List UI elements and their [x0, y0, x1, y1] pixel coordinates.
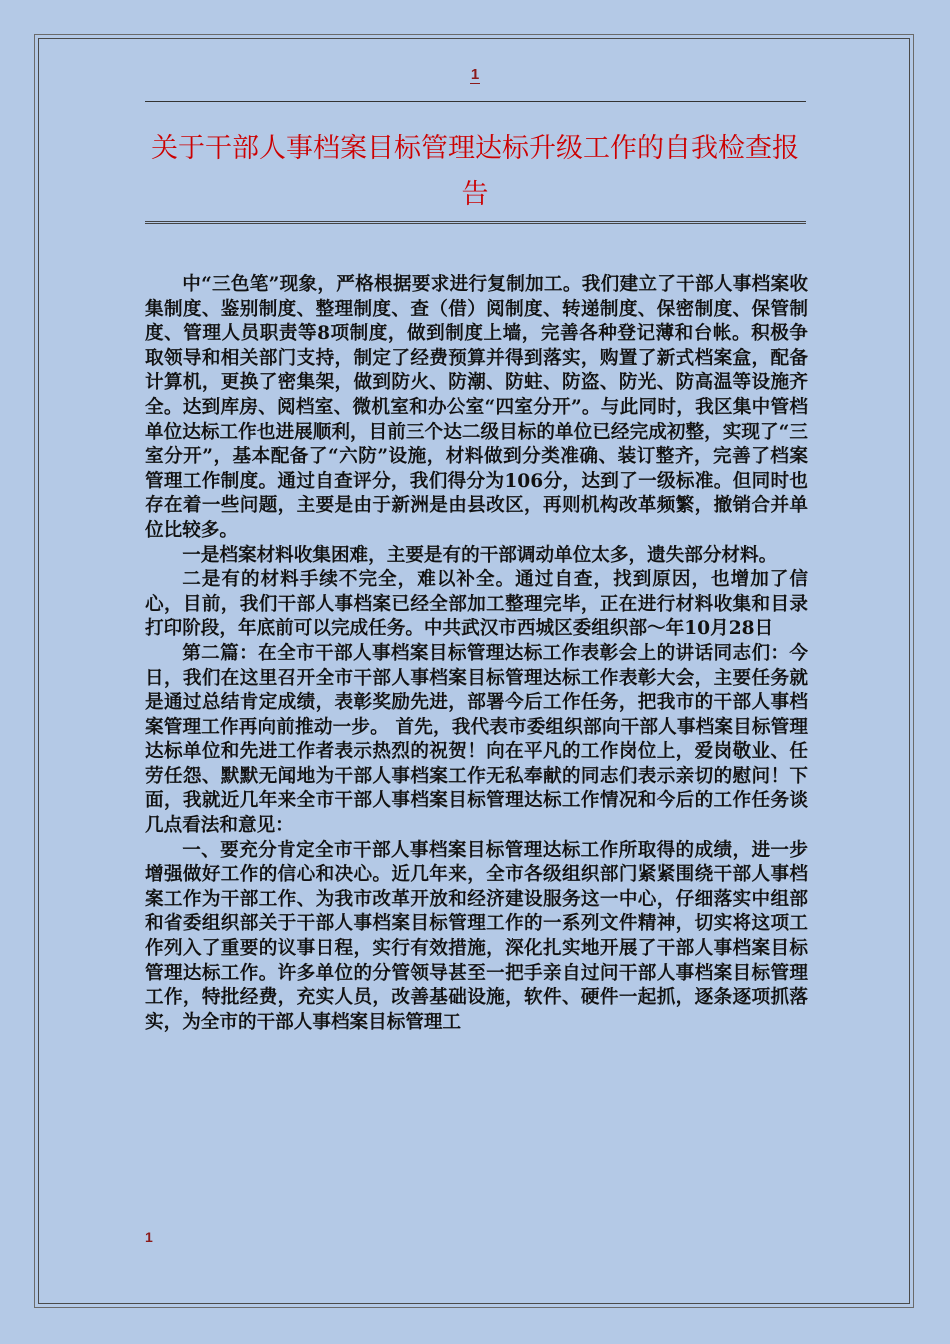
header-page-number-text: 1	[470, 66, 480, 83]
paragraph: 中“三色笔”现象，严格根据要求进行复制加工。我们建立了干部人事档案收集制度、鉴别制度、整理制度、查（借）阅制度、转递制度、保密制度、保管制度、管理人员职责等8项制度，做到制度上墙，完善各种登记薄和台帐。积极争取领导和相关部门支持，制定了经费预算并得到落实，购置了新式档案盒，配备计算机，更换了密集架，做到防火、防潮、防蛀、防盗、防光、防高温等设施齐全。达到库房、阅档室、微机室和办公室“四室分开”。与此同时，我区集中管档单位达标工作也进展顺利，目前三个达二级目标的单位已经完成初整，实现了“三室分开”，基本配备了“六防”设施，材料做到分类准确、装订整齐，完善了档案管理工作制度。通过自查评分，我们得分为106分，达到了一级标准。但同时也存在着一些问题，主要是由于新洲是由县改区，再则机构改革频繁，撤销合并单位比较多。	[145, 274, 808, 541]
title-divider	[145, 221, 806, 224]
document-title: 关于干部人事档案目标管理达标升级工作的自我检查报告	[151, 133, 799, 210]
document-body	[145, 273, 808, 1035]
footer-page-number: 1	[145, 1229, 153, 1245]
paragraph: 二是有的材料手续不完全，难以补全。通过自查，找到原因，也增加了信心，目前，我们干部人事档案已经全部加工整理完毕，正在进行材料收集和目录打印阶段，年底前可以完成任务。中共武汉市西城区委组织部～年10月28日	[145, 569, 808, 640]
paragraph: 一、要充分肯定全市干部人事档案目标管理达标工作所取得的成绩，进一步增强做好工作的信心和决心。近几年来，全市各级组织部门紧紧围绕干部人事档案工作为干部工作、为我市改革开放和经济建设服务这一中心，仔细落实中组部和省委组织部关于干部人事档案目标管理工作的一系列文件精神，切实将这项工作列入了重要的议事日程，实行有效措施，深化扎实地开展了干部人事档案目标管理达标工作。许多单位的分管领导甚至一把手亲自过问干部人事档案目标管理工作，特批经费，充实人员，改善基础设施，软件、硬件一起抓，逐条逐项抓落实，为全市的干部人事档案目标管理工	[145, 839, 808, 1033]
paragraph: 一是档案材料收集困难，主要是有的干部调动单位太多，遗失部分材料。	[182, 544, 778, 566]
header-page-number	[0, 66, 950, 83]
paragraph: 第二篇：在全市干部人事档案目标管理达标工作表彰会上的讲话同志们：今日，我们在这里召开全市干部人事档案目标管理达标工作表彰大会，主要任务就是通过总结肯定成绩，表彰奖励先进，部署今后工作任务，把我市的干部人事档案管理工作再向前推动一步。 首先，我代表市委组织部向干部人事档案目标管理达标单位和先进工作者表示热烈的祝贺！向在平凡的工作岗位上，爱岗敬业、任劳任怨、默默无闻地为干部人事档案工作无私奉献的同志们表示亲切的慰问！下面，我就近几年来全市干部人事档案目标管理达标工作情况和今后的工作任务谈几点看法和意见：	[145, 642, 808, 837]
header-divider	[145, 101, 806, 102]
